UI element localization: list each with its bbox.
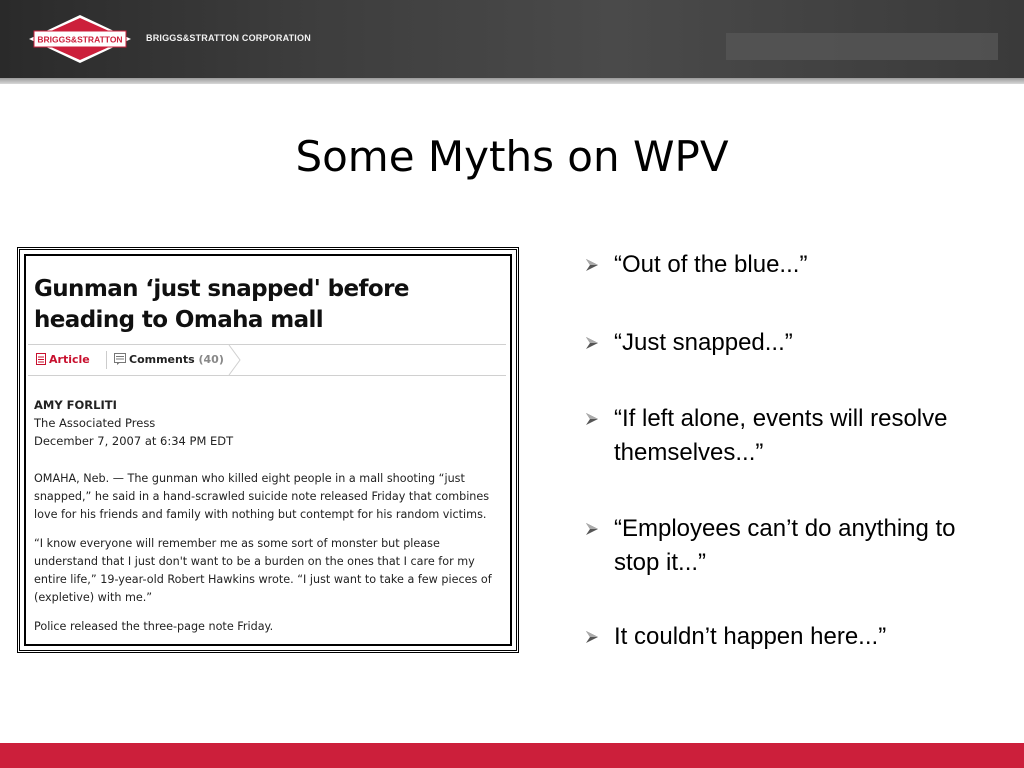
bullet-item: [584, 512, 1004, 580]
comment-icon: [114, 353, 126, 365]
bullet-item: [584, 326, 793, 360]
article-tab-bar: [28, 344, 506, 376]
article-paragraph: Police released the three-page note Friday.: [34, 620, 274, 633]
article-paragraph: “I know everyone will remember me as some sort of monster but please understand that I just don't want to be a burden on the ones that I care for my entire life,” 19-year-old Robert Hawkins wrote. “I just want to take a few pieces of (expletive) with me.”: [34, 537, 492, 604]
svg-text:BRIGGS&STRATTON: BRIGGS&STRATTON: [37, 34, 123, 45]
bullet-arrow-icon: [584, 257, 600, 273]
document-icon: [36, 353, 46, 365]
tab-article: [36, 345, 90, 375]
article-screenshot: [17, 247, 519, 653]
article-panel: [24, 254, 512, 646]
slide-title: Some Myths on WPV: [295, 132, 729, 181]
article-paragraph: OMAHA, Neb. — The gunman who killed eight people in a mall shooting “just snapped,” he said in a hand-scrawled suicide note released Friday that combines love for his friends and family with nothing but contempt for his random victims.: [34, 472, 490, 521]
bullet-arrow-icon: [584, 521, 600, 537]
bullet-item: [584, 620, 886, 654]
article-byline: [34, 396, 233, 450]
article-date: December 7, 2007 at 6:34 PM EDT: [34, 434, 234, 448]
bullet-arrow-icon: [584, 411, 600, 427]
bullet-arrow-icon: [584, 629, 600, 645]
bullet-item: [584, 248, 807, 282]
tab-article-label: Article: [49, 353, 90, 366]
footer-band: [0, 743, 1024, 768]
header-placeholder-box: [726, 33, 998, 60]
article-headline: Gunman ‘just snapped' before heading to Omaha mall: [34, 276, 409, 333]
corporation-name: BRIGGS&STRATTON CORPORATION: [146, 33, 311, 43]
bullet-text: It couldn’t happen here...”: [614, 623, 887, 650]
article-source: The Associated Press: [34, 416, 156, 430]
author-name: AMY FORLITI: [34, 398, 117, 412]
bullet-text: “Just snapped...”: [614, 329, 793, 356]
comments-count: (40): [198, 353, 224, 366]
bullet-arrow-icon: [584, 335, 600, 351]
tab-comments-label: Comments: [129, 353, 195, 366]
bullet-text: “Out of the blue...”: [614, 251, 808, 278]
bullet-text: “If left alone, events will resolve themselves...”: [614, 405, 948, 466]
tab-comments: [114, 345, 224, 375]
header-band: [0, 0, 1024, 84]
briggs-stratton-logo: [28, 14, 132, 64]
tab-divider: [106, 351, 107, 369]
bullet-text: “Employees can’t do anything to stop it...”: [614, 515, 956, 576]
bullet-item: [584, 402, 1004, 470]
tab-chevron-icon: [228, 345, 242, 375]
